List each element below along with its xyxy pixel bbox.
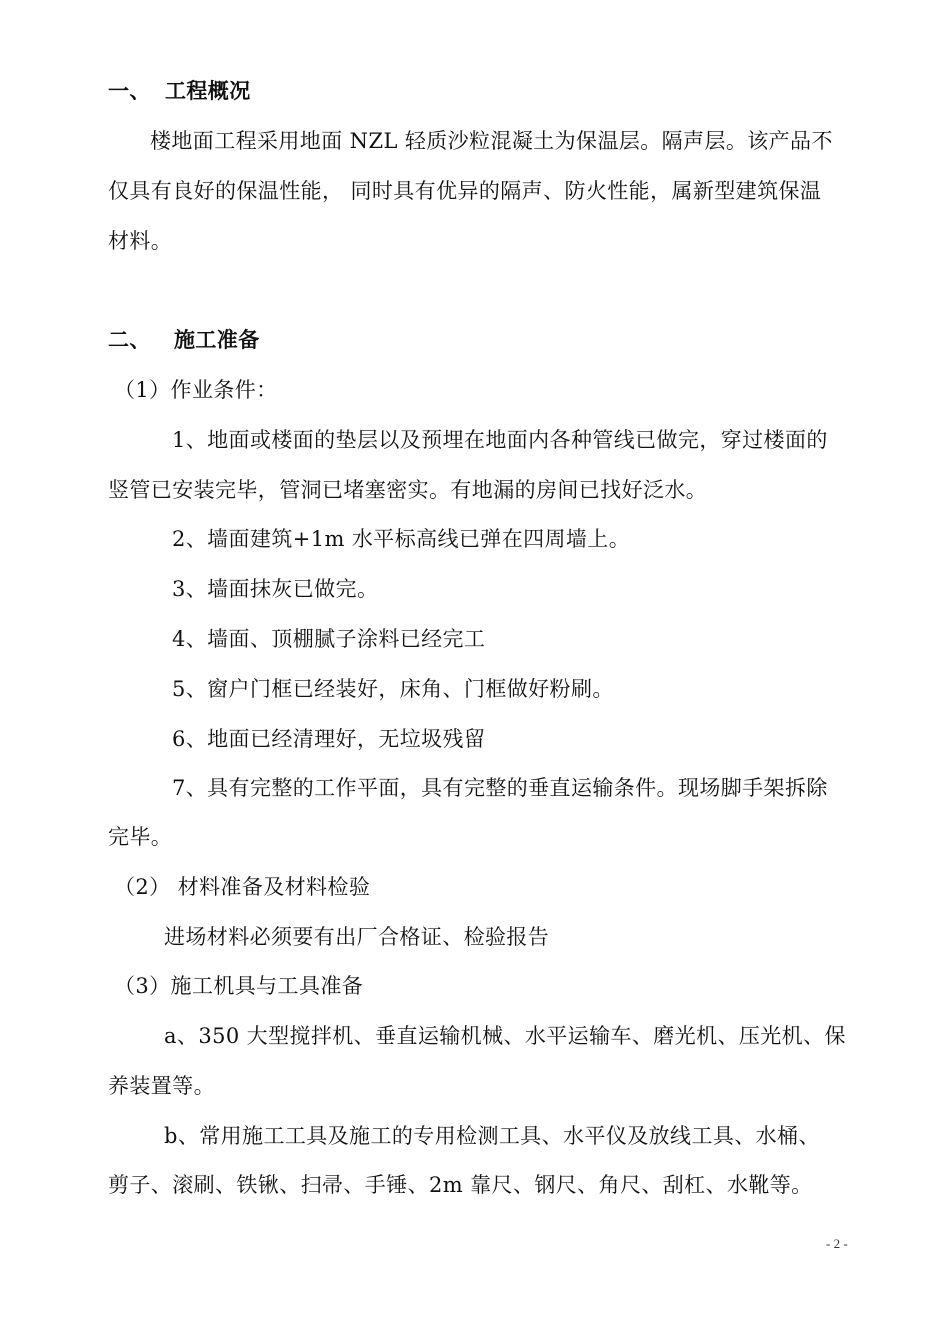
paragraph-line: a、350 大型搅拌机、垂直运输机械、水平运输车、磨光机、压光机、保: [164, 1024, 846, 1048]
paragraph-line: 材料。: [108, 229, 173, 253]
list-item: 6、地面已经清理好，无垃圾残留: [172, 727, 486, 751]
section-title: 施工准备: [174, 328, 260, 352]
list-item: 3、墙面抹灰已做完。: [172, 577, 379, 601]
section-heading-2: [108, 325, 868, 355]
list-item: 4、墙面、顶棚腻子涂料已经完工: [172, 627, 486, 651]
subsection-title-1: （1）作业条件：: [114, 378, 278, 402]
list-item: 5、窗户门框已经装好，床角、门框做好粉刷。: [172, 677, 614, 701]
subsection-title-2: （2） 材料准备及材料检验: [114, 875, 371, 899]
paragraph-line: 楼地面工程采用地面 NZL 轻质沙粒混凝土为保温层。隔声层。该产品不: [150, 129, 833, 153]
section-heading-1: [108, 76, 868, 106]
list-item-continued: 完毕。: [108, 825, 173, 849]
page-number: - 2 -: [826, 1236, 848, 1251]
paragraph-line: 剪子、滚刷、铁锹、扫帚、手锤、2m 靠尺、钢尺、角尺、刮杠、水靴等。: [108, 1173, 813, 1197]
paragraph-line: b、常用施工工具及施工的专用检测工具、水平仪及放线工具、水桶、: [164, 1124, 820, 1148]
list-item-continued: 竖管已安装完毕，管洞已堵塞密实。有地漏的房间已找好泛水。: [108, 478, 708, 502]
list-item: 7、具有完整的工作平面，具有完整的垂直运输条件。现场脚手架拆除: [172, 776, 828, 800]
list-item: 2、墙面建筑+1m 水平标高线已弹在四周墙上。: [172, 527, 631, 551]
paragraph-line: 仅具有良好的保温性能， 同时具有优异的隔声、防火性能，属新型建筑保温: [108, 179, 822, 203]
paragraph-line: 进场材料必须要有出厂合格证、检验报告: [164, 925, 550, 949]
list-item: 1、地面或楼面的垫层以及预埋在地面内各种管线已做完，穿过楼面的: [172, 428, 828, 452]
section-number: 一、: [108, 79, 151, 103]
subsection-title-3: （3）施工机具与工具准备: [114, 974, 364, 998]
section-number: 二、: [108, 328, 151, 352]
section-title: 工程概况: [165, 79, 251, 103]
paragraph-line: 养装置等。: [108, 1074, 215, 1098]
